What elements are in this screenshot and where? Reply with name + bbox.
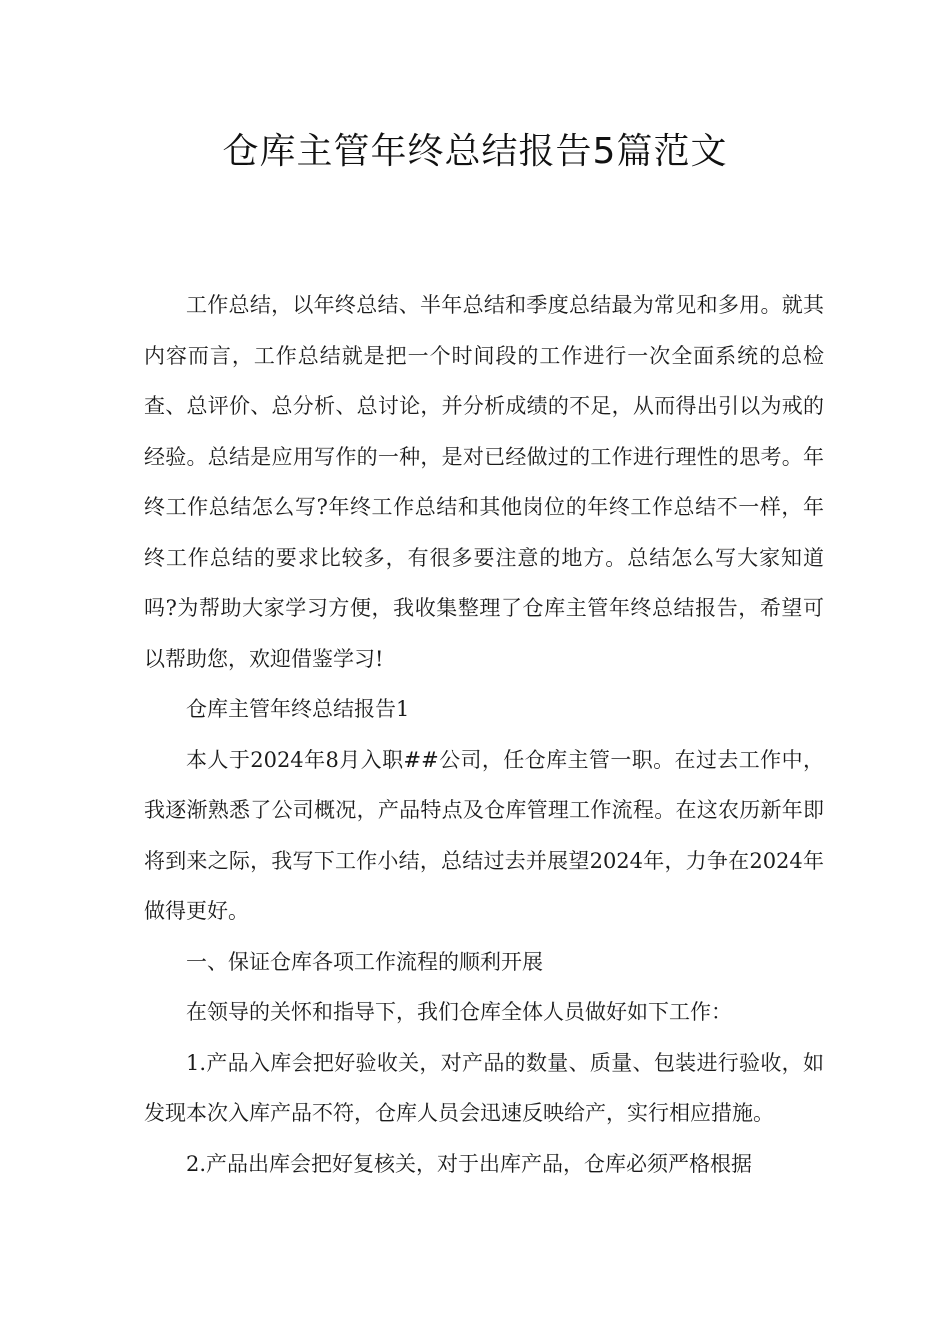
list-item: 1.产品入库会把好验收关，对产品的数量、质量、包装进行验收，如发现本次入库产品不符，仓库人员会迅速反映给产，实行相应措施。 [144,1050,824,1125]
body-paragraph: 本人于2024年8月入职##公司，任仓库主管一职。在过去工作中，我逐渐熟悉了公司概况，产品特点及仓库管理工作流程。在这农历新年即将到来之际，我写下工作小结，总结过去并展望2024年，力争在2024年做得更好。 [144,747,824,923]
document-body [144,280,824,1189]
intro-paragraph: 工作总结，以年终总结、半年总结和季度总结最为常见和多用。就其内容而言，工作总结就是把一个时间段的工作进行一次全面系统的总检查、总评价、总分析、总讨论，并分析成绩的不足，从而得出引以为戒的经验。总结是应用写作的一种，是对已经做过的工作进行理性的思考。年终工作总结怎么写?年终工作总结和其他岗位的年终工作总结不一样，年终工作总结的要求比较多，有很多要注意的地方。总结怎么写大家知道吗?为帮助大家学习方便，我收集整理了仓库主管年终总结报告，希望可以帮助您，欢迎借鉴学习! [144,293,824,671]
list-item: 2.产品出库会把好复核关，对于出库产品，仓库必须严格根据 [186,1151,753,1176]
report-heading: 仓库主管年终总结报告1 [186,697,410,721]
section-heading: 一、保证仓库各项工作流程的顺利开展 [186,949,543,974]
body-paragraph: 在领导的关怀和指导下，我们仓库全体人员做好如下工作： [186,1000,732,1024]
document-title: 仓库主管年终总结报告5篇范文 [222,131,728,172]
